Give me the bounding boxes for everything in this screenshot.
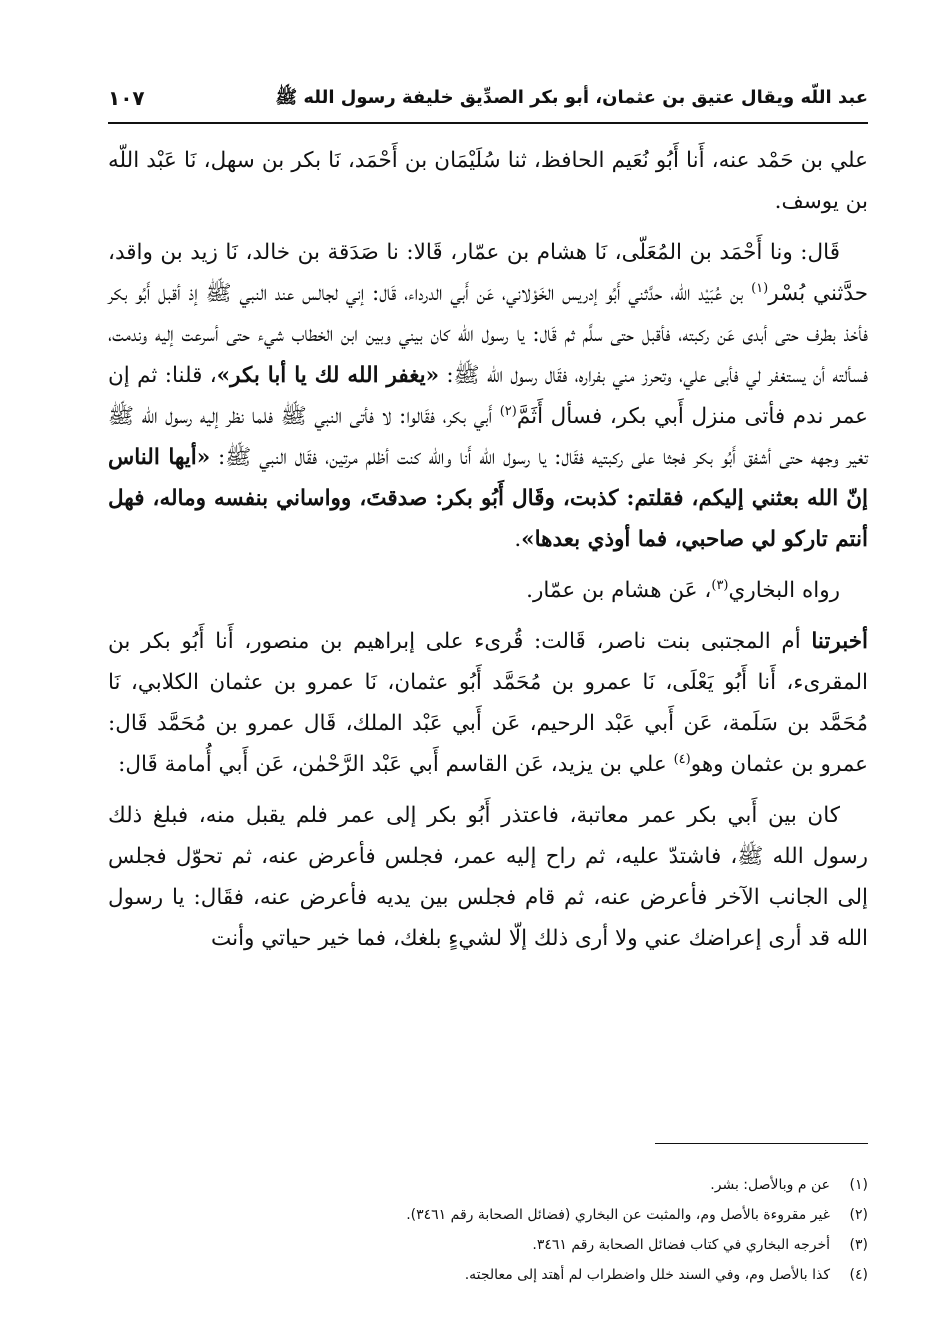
footnote-rule: [655, 1143, 868, 1144]
footnote-number: (٢): [849, 1207, 868, 1223]
emphasized-text: «يغفر الله لك يا أبا بكر»: [216, 363, 440, 388]
footnote-text: غير مقروءة بالأصل وم، والمثبت عن البخاري (فضائل الصحابة رقم ٣٤٦١).: [406, 1207, 830, 1223]
paragraph: [108, 140, 868, 222]
footnote-number: (٣): [849, 1237, 868, 1253]
emphasized-text: «أيها الناس إنّ الله بعثني إليكم، فقلتم: كذبت، وقَال أَبُو بكر: صدقتَ، وواساني بنفسه وماله، فهل أنتم تاركو لي صاحبي، فما أوذي بعدها»: [108, 445, 868, 552]
main-text: [108, 140, 868, 969]
footnote-ref: (١): [751, 280, 769, 296]
footnote: [108, 1260, 868, 1290]
footnote-text: كذا بالأصل وم، وفي السند خلل واضطراب لم أهتد إلى معالجته.: [464, 1267, 830, 1283]
footnote: [108, 1170, 868, 1200]
text-run: علي بن حَمْد عنه، أَنا أَبُو نُعَيم الحافظ، ثنا سُلَيْمَان بن أَحْمَد، نَا بكر بن سهل، نَا عَبْد اللّه بن يوسف.: [108, 148, 868, 214]
footnote-ref: (٤): [673, 751, 691, 767]
footnote-ref: (٣): [711, 577, 729, 593]
header-title: عبد اللّه ويقال عتيق بن عثمان، أبو بكر الصدِّيق خليفة رسول الله ﷺ: [275, 87, 868, 108]
text-run: رواه البخاري: [728, 578, 840, 603]
footnote: [108, 1200, 868, 1230]
text-run: بن عُبَيْد اللّه، حدَّثني أَبُو إدريس الخَوْلاني، عَن أَبي الدرداء، قَال: إني لجالس عند النبي ﷺ إذ أقبل أَبُو بكر فأخذ بطرف حتى أبدى عَن ركبته، فأقبل حتى سلَّم ثم قَال: يا رسول الله كان بيني وبين ابن الخطاب شيء حتى أسرعت إليه وندمت، فسألته أن يستغفر لي فأبى علي، وتحرز مني بفراره، فقَال رسول الله ﷺ:: [108, 281, 868, 388]
paragraph: [108, 795, 868, 959]
paragraph: [108, 570, 868, 611]
page-number: ١٠٧: [108, 86, 145, 110]
footnote: [108, 1230, 868, 1260]
header-rule: [108, 122, 868, 124]
text-run: أَبي بكر، فقَالوا: لا فأتى النبي ﷺ فلما نظر إليه رسول الله ﷺ تغير وجهه حتى أشفق أَبُو بكر فجثا على ركبتيه فقَال: يا رسول الله أَنا والله كنت أظلم مرتين، فقَال النبي ﷺ:: [108, 404, 869, 470]
footnote-ref: (٢): [499, 403, 517, 419]
emphasized-text: أخبرتنا: [811, 629, 868, 654]
text-run: أم المجتبى بنت ناصر، قَالت: قُرىء على إبراهيم بن منصور، أَنا أَبُو بكر بن المقرىء، أَنا أَبُو يَعْلَى، نَا عمرو بن مُحَمَّد أَبُو عثمان، نَا عمرو بن عثمان الكلابي، نَا مُحَمَّد بن سَلَمة، عَن أَبي عَبْد الرحيم، عَن أَبي عَبْد الملك، قَال عمرو بن مُحَمَّد قَال: عمرو بن عثمان وهو: [108, 629, 868, 777]
footnote-text: عن م وبالأصل: بشر.: [710, 1177, 830, 1193]
footnote-number: (٤): [849, 1267, 868, 1283]
text-run: ، عَن هشام بن عمّار.: [526, 578, 712, 603]
text-run: قَال: ونا أَحْمَد بن المُعَلّى، نَا هشام بن عمّار، قَالا: نا صَدَقة بن خالد، نَا زيد بن واقد، حدَّثني بُسْر: [108, 240, 868, 306]
running-header: [108, 82, 868, 118]
paragraph: [108, 232, 868, 560]
text-run: .: [514, 527, 522, 552]
footnote-number: (١): [849, 1177, 868, 1193]
text-run: علي بن يزيد، عَن القاسم أَبي عَبْد الرَّحْمٰن، عَن أَبي أُمامة قَال:: [118, 752, 674, 777]
footnote-text: أخرجه البخاري في كتاب فضائل الصحابة رقم ٣٤٦١.: [532, 1237, 830, 1253]
text-run: كان بين أَبي بكر عمر معاتبة، فاعتذر أَبُو بكر إلى عمر فلم يقبل منه، فبلغ ذلك رسول الله ﷺ، فاشتدّ عليه، ثم راح إليه عمر، فجلس فأعرض عنه، ثم تحوّل فجلس إلى الجانب الآخر فأعرض عنه، ثم قام فجلس بين يديه فأعرض عنه، فقَال: يا رسول الله قد أرى إعراضك عني ولا أرى ذلك إلّا لشيءٍ بلغك، فما خير حياتي وأنت: [108, 803, 868, 951]
paragraph: [108, 621, 868, 785]
text-run: ، قلنا: ثم إن عمر ندم فأتى منزل أَبي بكر، فسأل أَثَمَّ: [108, 363, 868, 429]
footnotes: [108, 1170, 868, 1290]
